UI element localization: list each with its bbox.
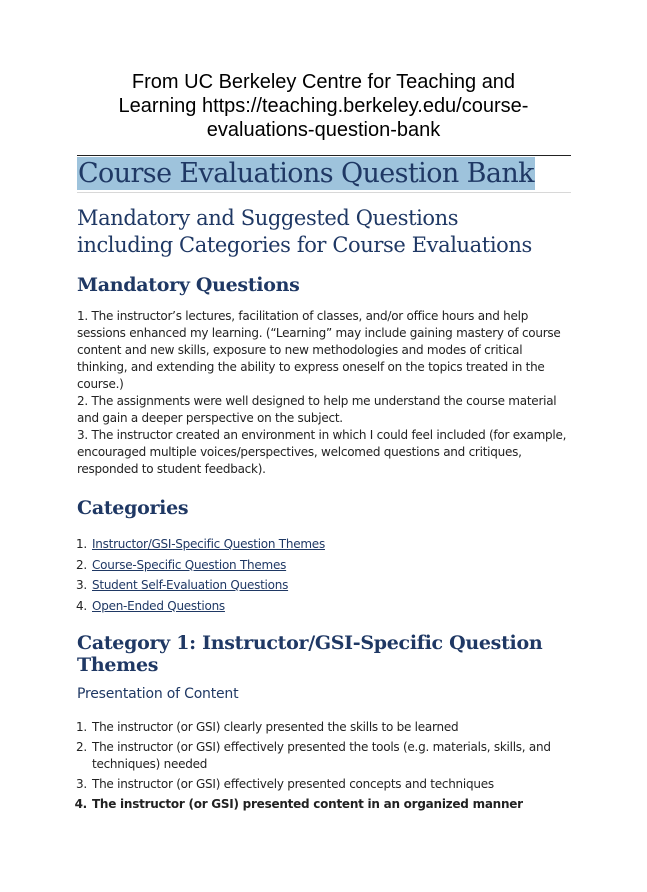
- category-item: [77, 577, 571, 594]
- list-number: 2.: [76, 739, 87, 754]
- question-text: The instructor (or GSI) clearly presented the skills to be learned: [92, 719, 459, 734]
- question-text: The instructor (or GSI) effectively presented concepts and techniques: [92, 776, 494, 791]
- list-item: [74, 796, 571, 813]
- subtitle-line-2: including Categories for Course Evaluations: [77, 233, 532, 257]
- mandatory-questions-heading: Mandatory Questions: [77, 274, 300, 296]
- question-text: The instructor (or GSI) presented content in an organized manner: [92, 796, 523, 811]
- attribution-note: [60, 70, 587, 142]
- mandatory-questions-list: [77, 308, 571, 478]
- mandatory-question-3: 3. The instructor created an environment in which I could feel included (for example, encouraged multiple voices/perspectives, welcomed questions and critiques, responded to student feedback).: [77, 428, 567, 476]
- title-block: [77, 155, 571, 193]
- category-link-course-specific[interactable]: Course-Specific Question Themes: [92, 557, 287, 572]
- mandatory-question-1: 1. The instructor’s lectures, facilitation of classes, and/or office hours and help sessions enhanced my learning. (“Learning” may include gaining mastery of course content and new skills, exposure to new methodologies and modes of critical thinking, and extending the ability to express oneself on the topics treated in the course.): [77, 309, 561, 391]
- mandatory-question-2: 2. The assignments were well designed to help me understand the course material and gain a deeper perspective on the subject.: [77, 394, 557, 425]
- attribution-line-3: evaluations-question-bank: [206, 119, 441, 141]
- category-1-heading: [77, 632, 571, 676]
- question-text: The instructor (or GSI) effectively presented the tools (e.g. materials, skills, and techniques) needed: [92, 739, 551, 771]
- document-subtitle: [77, 205, 571, 259]
- categories-heading: Categories: [77, 497, 189, 519]
- document-body: [74, 155, 571, 816]
- list-number: 2.: [76, 557, 87, 572]
- list-number: 1.: [76, 537, 87, 551]
- categories-list: [77, 536, 571, 615]
- document-title: Course Evaluations Question Bank: [78, 158, 534, 189]
- attribution-line-2: Learning https://teaching.berkeley.edu/course-: [118, 95, 529, 117]
- list-number: 1.: [76, 719, 87, 734]
- subtitle-line-1: Mandatory and Suggested Questions: [77, 206, 459, 230]
- category-item: [77, 536, 571, 553]
- category-item: [77, 557, 571, 574]
- category-link-open-ended[interactable]: Open-Ended Questions: [92, 598, 225, 613]
- list-number: 4.: [76, 598, 87, 613]
- list-item: [77, 776, 571, 793]
- list-number: 4.: [74, 796, 87, 811]
- category-item: [77, 598, 571, 615]
- category-link-instructor-gsi[interactable]: Instructor/GSI-Specific Question Themes: [92, 537, 325, 551]
- attribution-line-1: From UC Berkeley Centre for Teaching and: [131, 71, 516, 93]
- category-1-heading-line-2: Themes: [77, 653, 159, 676]
- list-number: 3.: [76, 776, 87, 791]
- presentation-questions-list: [74, 719, 571, 813]
- category-1-heading-line-1: Category 1: Instructor/GSI-Specific Question: [77, 631, 543, 654]
- presentation-of-content-heading: Presentation of Content: [77, 685, 239, 702]
- category-link-self-evaluation[interactable]: Student Self-Evaluation Questions: [92, 578, 289, 592]
- list-item: [77, 739, 571, 773]
- list-item: [77, 719, 571, 736]
- list-number: 3.: [76, 578, 87, 592]
